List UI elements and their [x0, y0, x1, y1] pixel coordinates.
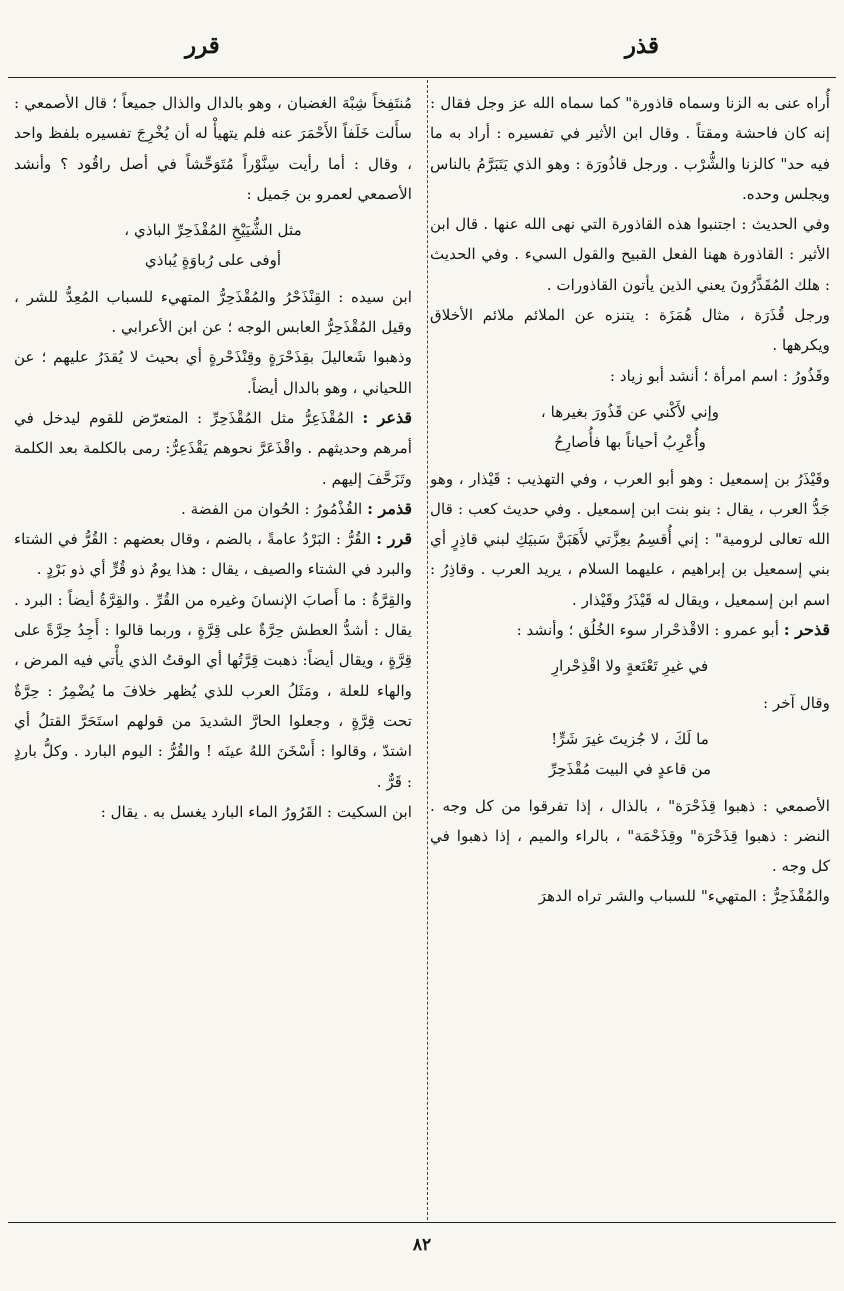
paragraph: وفي الحديث : اجتنبوا هذه القاذورة التي نهى الله عنها . قال ابن الأثير : القاذورة ههنا الفعل القبيح والقول السيء . وفي الحديث : هلك المُقَذَّرُونَ يعني الذين يأتون القاذورات .: [430, 215, 830, 294]
paragraph: والقِرَّةُ : ما أَصابَ الإنسانَ وغيره من القُرِّ . والقِرَّةُ أيضاً : البرد . يقال : أشدُّ العطش حِرَّةٌ على قِرَّةٍ ، وربما قالوا : أَجِدُ حِرَّةً على قِرَّةٍ ، ويقال أيضاً: ذهبت قِرَّتُها أي الوقتُ الذي يأْتي فيه المرض ، والهاء للعلة ، ومَثَلُ العرب للذي يُظهر خلافَ ما يُضْمِرُ : حِرَّةٌ تحت قِرَّةٍ ، وجعلوا الحارَّ الشديدَ من قولهم استَحَرَّ القتلُ أي اشتدّ ، وقالوا : أَسْخَنَ اللهُ عينَه ! والقُرُّ : اليوم البارد . وكلُّ باردٍ : قَرٌّ .: [14, 590, 412, 791]
verse-line: في غيرِ تَعْتَعةٍ ولا اقْذِحْرارِ: [551, 657, 709, 676]
entry-paragraph: [14, 403, 412, 494]
paragraph: الأصمعي : ذهبوا قِذَحْرَة" ، بالذال ، إذا تفرقوا من كل وجه . النضر : ذهبوا قِذَحْرَة" وقِذَحْمَة" ، بالراء والميم ، إذا ذهبوا في كل وجه .: [430, 796, 830, 876]
entry-paragraph: [14, 524, 412, 585]
verse-line: وأُعْرِبُ أحياناً بها فأُصارِحُ: [554, 433, 706, 452]
entry-text: القُرُّ : البَرْدُ عامةً ، بالضم ، وقال بعضهم : القُرُّ في الشتاء والبرد في الشتاء والصيف ، يقال : هذا يومٌ ذو قُرٍّ أي ذو بَرْدٍ .: [14, 530, 412, 579]
verse-line: أوفى على رُباوَةٍ يُباذي: [144, 251, 282, 270]
verse-line: مثل الشُّيَيْخِ المُقْذَحِرِّ الباذي ،: [124, 221, 302, 240]
paragraph: مُنتَفِخاً شِبْهَ الغضبان ، وهو بالدال والذال جميعاً ؛ قال الأصمعي : سأَلت خَلَفاً الأَحْمَرَ عنه فلم يتهيأْ له أن يُخْرِجَ تفسيره بلفظ واحد ، وقال : أما رأيت سِنَّوْراً مُتَوَحِّشاً في أصل راقُود ؟ وأنشد الأصمعي لعمرو بن جَميل :: [14, 94, 412, 203]
entry-text: أبو عمرو : الاقْذحْرار سوء الخُلُق ؛ وأنشد :: [516, 621, 779, 640]
right-column: [430, 88, 830, 1214]
header-root-word-left: قرر: [185, 32, 220, 59]
entry-text: المُقْذَعِرُّ مثل المُقْذَحِرِّ : المتعرّض للقوم ليدخل في أمرهم وحديثهم . واقْذَعَرَّ نحوهم يَقْذَعِرُّ: رمى بالكلمة بعد الكلمة وتَزَحَّفَ إليهم .: [14, 408, 412, 488]
header-rule: [8, 77, 836, 78]
paragraph: ابن السكيت : القَرُورُ الماء البارد يغسل به . يقال :: [100, 802, 412, 821]
paragraph: وقَيْذَرُ بن إسمعيل : وهو أبو العرب ، وفي التهذيب : قَيْذار ، وهو جَدُّ العرب ، يقال : بنو بنت ابن إسمعيل . وفي حديث كعب : قال الله تعالى لرومية" : إني أُقسِمُ بعِزَّتي لأَهَبَنَّ سَبيَكِ لبني قاذِرٍ أي بني إسمعيل بن إبراهيم ، عليهما السلام ، يريد العرب . وقاذِرُ : اسم ابن إسمعيل ، ويقال له قَيْذَرُ وقَيْذار .: [430, 469, 830, 609]
entry-paragraph: [430, 615, 830, 645]
paragraph: وذهبوا شَعاليلَ بقِذَحْرَةٍ وقِنْذَحْرةٍ أي بحيث لا يُقدَرُ عليهم ؛ عن اللحياني ، وهو بالدال أيضاً.: [14, 348, 412, 397]
entry-headword: قرر :: [376, 529, 412, 549]
entry-text: القُذْمُورُ : الحُوان من الفضة .: [180, 499, 363, 518]
verse-line: ما لَكَ ، لا جُزيتَ غيرَ شَرٍّ!: [551, 729, 709, 748]
footer-rule: [8, 1222, 836, 1223]
entry-headword: قذعر :: [362, 407, 412, 427]
verse-line: من قاعدٍ في البيت مُقْذَحِرِّ: [548, 760, 712, 779]
header-root-word-right: قذر: [624, 32, 659, 59]
verse-line: وإني لأَكْني عن قَذُورَ بغيرها ،: [540, 402, 720, 421]
entry-headword: قذمر :: [367, 498, 412, 518]
paragraph: ورجل قُذَرَة ، مثال هُمَزَة : يتنزه عن الملائم ملائم الأخلاق ويكرهها .: [430, 306, 830, 355]
column-divider: [427, 80, 428, 1220]
paragraph: أُراه عنى به الزنا وسماه قاذورة" كما سماه الله عز وجل فقال : إنه كان فاحشة ومقتاً . وقال ابن الأثير في تفسيره : أراد به ما فيه حد" كالزنا والشُّرْب . ورجل قاذُورَة : وهو الذي يَتَبَرَّمُ بالناس ويجلس وحده.: [430, 94, 830, 203]
paragraph: وقَذُورُ : اسم امرأة ؛ أنشد أبو زياد :: [609, 366, 830, 385]
paragraph: والمُقْذَحِرُّ : المتهيء" للسباب والشر تراه الدهرَ: [538, 887, 830, 906]
entry-headword: قذحر :: [783, 620, 830, 640]
paragraph: ابن سيده : القِنْذَحْرُ والمُقْذَحِرُّ المتهيء للسباب المُعِدُّ للشر ، وقيل المُقْذَحِرُّ العابس الوجه ؛ عن ابن الأعرابي .: [14, 287, 412, 337]
paragraph: وقال آخر :: [762, 693, 830, 712]
entry-paragraph: [14, 494, 412, 524]
left-column: [14, 88, 412, 1214]
page-number: ٨٢: [412, 1235, 432, 1255]
